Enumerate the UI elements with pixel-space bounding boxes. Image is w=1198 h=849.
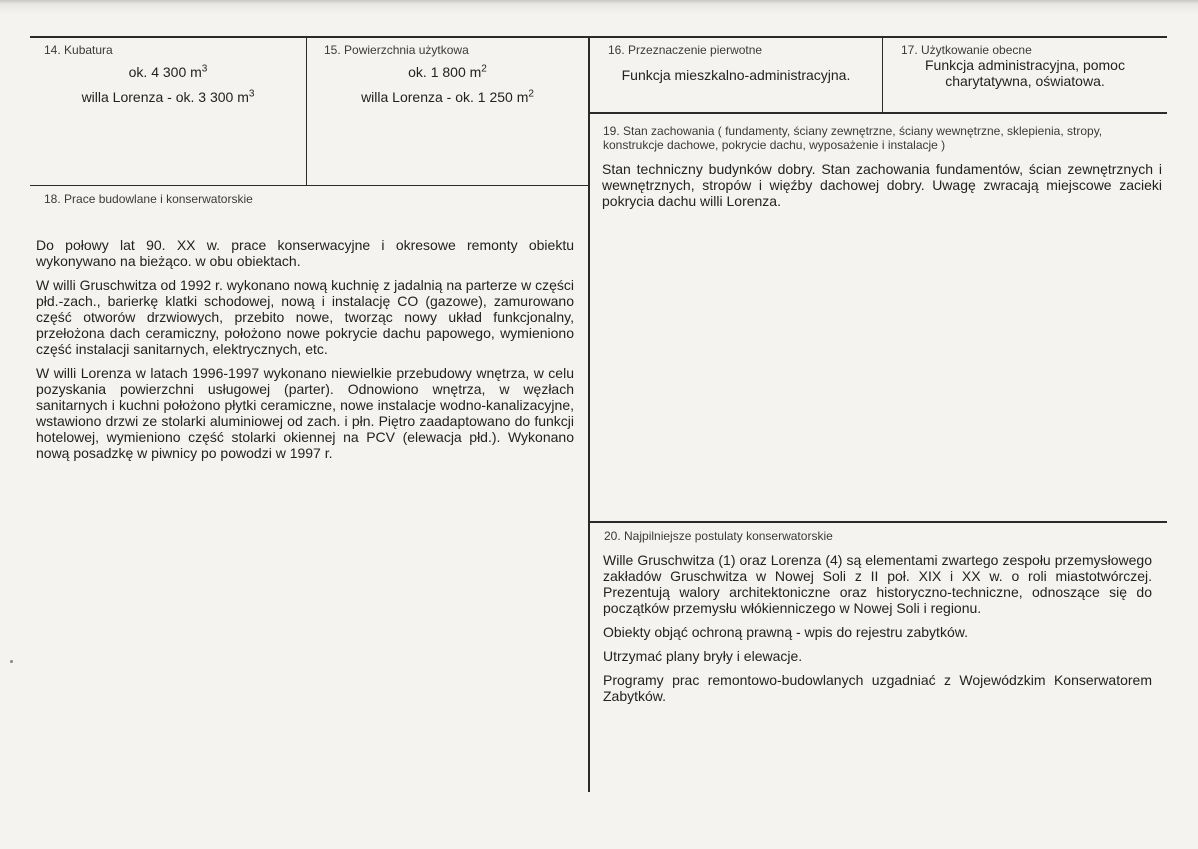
field-15-label: 15. Powierzchnia użytkowa	[324, 43, 469, 57]
field-15-powierzchnia	[307, 38, 588, 185]
field-14-value-1-sup: 3	[201, 63, 208, 75]
field-20-paragraph-3: Utrzymać plany bryły i elewacje.	[603, 648, 803, 664]
field-17-label: 17. Użytkowanie obecne	[901, 43, 1032, 57]
field-15-value-2-sup: 2	[528, 88, 534, 100]
field-18-paragraph-2: W willi Gruschwitza od 1992 r. wykonano nową kuchnię z jadalnią na parterze w części płd.-zach., barierkę klatki schodowej, nową i instalację CO (gazowe), zamurowano część otworów drzwiowych, przebito nowe, tworząc nowy układ funkcjonalny, przełożona dach ceramiczny, położono nowe pokrycie dachu papowego, wymieniono część instalacji sanitarnych, elektrycznych, etc.	[36, 277, 574, 357]
field-19-stan-zachowania	[590, 114, 1167, 521]
field-19-label-1: 19. Stan zachowania ( fundamenty, ściany zewnętrzne, ściany wewnętrzne, sklepienia, stropy,	[603, 124, 1103, 138]
field-20-label: 20. Najpilniejsze postulaty konserwatorskie	[604, 529, 833, 543]
field-18-paragraph-3: W willi Lorenza w latach 1996-1997 wykonano niewielkie przebudowy wnętrza, w celu pozyskania powierzchni usługowej (parter). Odnowiono wnętrza, w węzłach sanitarnych i kuchni położono płytki ceramiczne, nowe instalacje wodno-kanalizacyjne, wstawiono drzwi ze stolarki aluminiowej od zach. i płn. Piętro zaadaptowano do funkcji hotelowej, wymieniono część stolarki okiennej na PCV (elewacja płd.). Wykonano nową posadzkę w piwnicy po powodzi w 1997 r.	[36, 365, 574, 461]
field-17-value-2: charytatywna, oświatowa.	[945, 73, 1105, 89]
field-18-prace-budowlane	[30, 186, 588, 792]
field-20-paragraph-2: Obiekty objąć ochroną prawną - wpis do rejestru zabytków.	[603, 624, 968, 640]
field-15-value-2	[307, 89, 588, 106]
field-20-paragraph-4: Programy prac remontowo-budowlanych uzgadniać z Wojewódzkim Konserwatorem Zabytków.	[603, 672, 1152, 704]
field-16-przeznaczenie	[590, 38, 882, 112]
field-18-paragraph-1: Do połowy lat 90. XX w. prace konserwacyjne i okresowe remonty obiektu wykonywano na bieżąco. w obu obiektach.	[36, 237, 574, 269]
field-15-value-2-text: willa Lorenza - ok. 1 250 m	[361, 89, 529, 105]
field-17-value-1: Funkcja administracyjna, pomoc	[925, 57, 1125, 73]
field-14-value-1-text: ok. 4 300 m	[128, 64, 202, 80]
scan-speck	[10, 660, 13, 663]
field-15-value-1-sup: 2	[481, 63, 487, 75]
field-14-label: 14. Kubatura	[44, 43, 113, 57]
field-14-value-2	[30, 89, 306, 106]
field-16-label: 16. Przeznaczenie pierwotne	[608, 43, 763, 57]
field-20-body	[603, 552, 1152, 712]
field-15-value-1-text: ok. 1 800 m	[408, 64, 482, 80]
field-19-value: Stan techniczny budynków dobry. Stan zachowania fundamentów, ścian zewnętrznych i wewnętrznych, stropów i więźby dachowej dobry. Uwagę zwracają miejscowe zacieki pokrycia dachu willi Lorenza.	[602, 161, 1162, 209]
field-17-uzytkowanie	[883, 38, 1167, 112]
field-20-postulaty	[590, 523, 1167, 792]
field-15-value-1	[307, 64, 588, 81]
field-14-value-2-sup: 3	[248, 88, 255, 100]
field-16-value: Funkcja mieszkalno-administracyjna.	[621, 67, 851, 83]
field-14-value-1	[30, 64, 306, 81]
field-14-value-2-text: willa Lorenza - ok. 3 300 m	[81, 89, 249, 105]
field-19-label-2: konstrukcje dachowe, pokrycie dachu, wyposażenie i instalacje )	[603, 138, 946, 152]
field-20-paragraph-1: Wille Gruschwitza (1) oraz Lorenza (4) są elementami zwartego zespołu przemysłowego zakładów Gruschwitza w Nowej Soli z II poł. XIX i XX w. o roli miastotwórczej. Prezentują walory architektoniczne oraz historyczno-techniczne, odnoszące się do początków przemysłu włókienniczego w Nowej Soli i regionu.	[603, 552, 1152, 616]
field-14-kubatura	[30, 38, 306, 185]
field-18-label: 18. Prace budowlane i konserwatorskie	[44, 192, 253, 206]
field-18-body	[36, 237, 574, 469]
